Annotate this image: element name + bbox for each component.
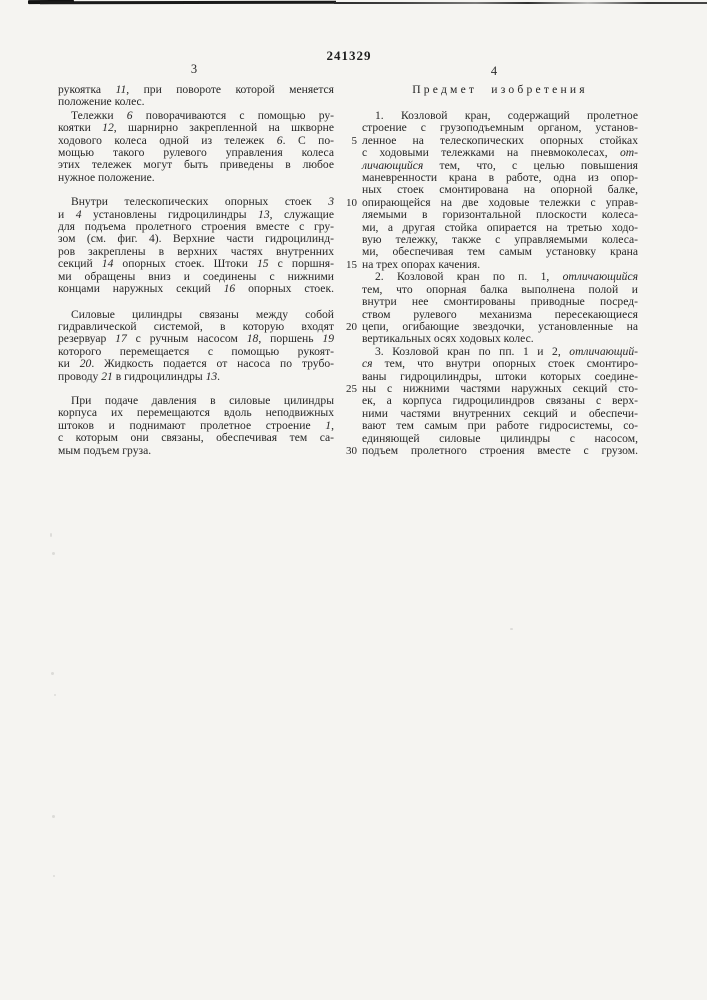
claims-heading: Предмет изобретения xyxy=(412,83,588,96)
gutter-line-number: 30 xyxy=(346,445,357,458)
text-line: проводу 21 в гидроцилиндры 13. xyxy=(58,369,221,383)
text-line: мым подъем груза. xyxy=(58,443,152,457)
text-line: ки 20. Жидкость подается от насоса по трубо- xyxy=(58,357,334,371)
text-line: 1. Козловой кран, содержащий пролетное xyxy=(375,109,638,122)
text-line: ляемыми в горизонтальной плоскости колеса- xyxy=(362,208,638,222)
text-line: нужное положение. xyxy=(58,170,155,184)
text-line: ров закреплены в верхних частях внутренних xyxy=(58,244,334,258)
text-line: ходового колеса одной из тележек 6. С по- xyxy=(58,133,335,147)
text-line: внутри нее смонтированы приводные посред- xyxy=(362,295,638,309)
text-line: подъем пролетного строения вместе с грузом. xyxy=(362,443,638,457)
text-line: ленное на телескопических опорных стойках xyxy=(362,133,638,147)
paper-speck xyxy=(54,694,56,696)
text-line: ми, обеспечивая тем самым установку крана xyxy=(362,245,638,259)
gutter-line-number: 25 xyxy=(346,383,357,396)
gutter-line-number: 10 xyxy=(346,196,357,209)
text-line: этих тележек могут быть приведены в любое xyxy=(58,158,334,172)
paragraph xyxy=(362,110,638,271)
text-line: вертикальных осях ходовых колес. xyxy=(362,332,534,346)
text-line: которого перемещается с помощью рукоят- xyxy=(58,344,334,358)
text-line: зом (см. фиг. 4). Верхние части гидроцилинд- xyxy=(58,232,334,246)
text-line: ных стоек смонтирована на опорной балке, xyxy=(362,183,638,197)
text-line: цепи, огибающие звездочки, установленные на xyxy=(362,319,638,333)
text-line: 3. Козловой кран по пп. 1 и 2, отличающий- xyxy=(375,344,638,358)
text-line: с которым они связаны, обеспечивая тем са- xyxy=(58,431,334,445)
text-line: маневренности крана в работе, одна из опор- xyxy=(362,171,638,185)
text-line: корпуса их перемещаются вдоль неподвижных xyxy=(58,406,334,420)
text-line: мощью такого рулевого управления колеса xyxy=(58,146,334,160)
text-line: Силовые цилиндры связаны между собой xyxy=(71,307,334,321)
text-line: опирающейся на две ходовые тележки с управ- xyxy=(362,195,638,209)
page-number-left: 3 xyxy=(190,62,198,76)
text-line: Тележки 6 поворачиваются с помощью ру- xyxy=(71,108,335,122)
text-line: рукоятка 11, при повороте которой меняется xyxy=(58,83,335,96)
gutter-line-number: 15 xyxy=(346,259,357,272)
paragraph xyxy=(58,110,334,184)
paragraph xyxy=(58,196,334,295)
left-text-column xyxy=(58,84,334,457)
text-line: Внутри телескопических опорных стоек 3 xyxy=(71,195,334,209)
text-line: вую тележку, также с управляемыми колеса- xyxy=(362,233,638,247)
text-line: ними частями внутренних секций и обеспечи- xyxy=(362,406,638,420)
text-line: тем, что опорная балка выполнена полой и xyxy=(362,282,638,296)
text-line: с ходовыми тележками на пневмоколесах, от- xyxy=(362,146,638,160)
paper-speck xyxy=(51,672,54,675)
text-line: вают тем самым при работе гидросистемы, со- xyxy=(362,419,638,433)
text-line: ны с нижними частями наружных секций сто- xyxy=(362,381,638,395)
gutter-line-number: 5 xyxy=(351,134,357,147)
paragraph xyxy=(58,309,334,383)
text-line: строение с грузоподъемным органом, установ- xyxy=(362,121,638,135)
text-line: ваны гидроцилиндры, штоки которых соедине- xyxy=(362,369,638,383)
paper-speck xyxy=(53,875,55,877)
scan-edge-artifact xyxy=(40,1,336,5)
paper-speck xyxy=(510,628,513,630)
text-line: ек, а корпуса гидроцилиндров связаны с верх- xyxy=(362,394,638,408)
text-line: штоков и поднимают пролетное строение 1, xyxy=(58,418,334,432)
text-line: ством рулевого механизма пересекающиеся xyxy=(362,307,638,321)
text-line: для подъема пролетного строения вместе с гру- xyxy=(58,220,334,234)
patent-number: 241329 xyxy=(326,48,372,63)
text-line: на трех опорах качения. xyxy=(362,257,481,271)
text-line: личающийся тем, что, с целью повышения xyxy=(362,158,638,172)
paper-speck xyxy=(52,815,55,818)
scan-edge-artifact xyxy=(334,2,707,4)
text-line: 2. Козловой кран по п. 1, отличающийся xyxy=(375,270,638,284)
gutter-line-number: 20 xyxy=(346,321,357,334)
right-text-column xyxy=(362,110,638,457)
text-line: единяющей силовые цилиндры с насосом, xyxy=(362,431,638,445)
text-line: ми обращены вниз и соединены с нижними xyxy=(58,269,334,283)
page-number-right: 4 xyxy=(490,64,498,78)
text-line: коятки 12, шарнирно закрепленной на шкворне xyxy=(58,121,334,135)
paragraph xyxy=(362,271,638,345)
text-line: ся тем, что внутри опорных стоек смонтиро- xyxy=(362,357,638,371)
paper-speck xyxy=(52,552,55,555)
paragraph xyxy=(58,395,334,457)
paper-speck xyxy=(50,533,52,537)
text-line: секций 14 опорных стоек. Штоки 15 с поршня- xyxy=(58,257,335,271)
text-line: положение колес. xyxy=(58,95,145,109)
paragraph xyxy=(58,84,334,109)
text-line: концами наружных секций 16 опорных стоек. xyxy=(58,282,334,296)
text-line: ми, а другая стойка опирается на третью ходо- xyxy=(362,220,638,234)
text-line: При подаче давления в силовые цилиндры xyxy=(71,393,334,407)
paragraph xyxy=(362,346,638,458)
text-line: и 4 установлены гидроцилиндры 13, служащие xyxy=(58,207,334,221)
text-line: гидравлической системой, в которую входят xyxy=(58,319,334,333)
text-line: резервуар 17 с ручным насосом 18, поршень 19 xyxy=(58,332,334,346)
